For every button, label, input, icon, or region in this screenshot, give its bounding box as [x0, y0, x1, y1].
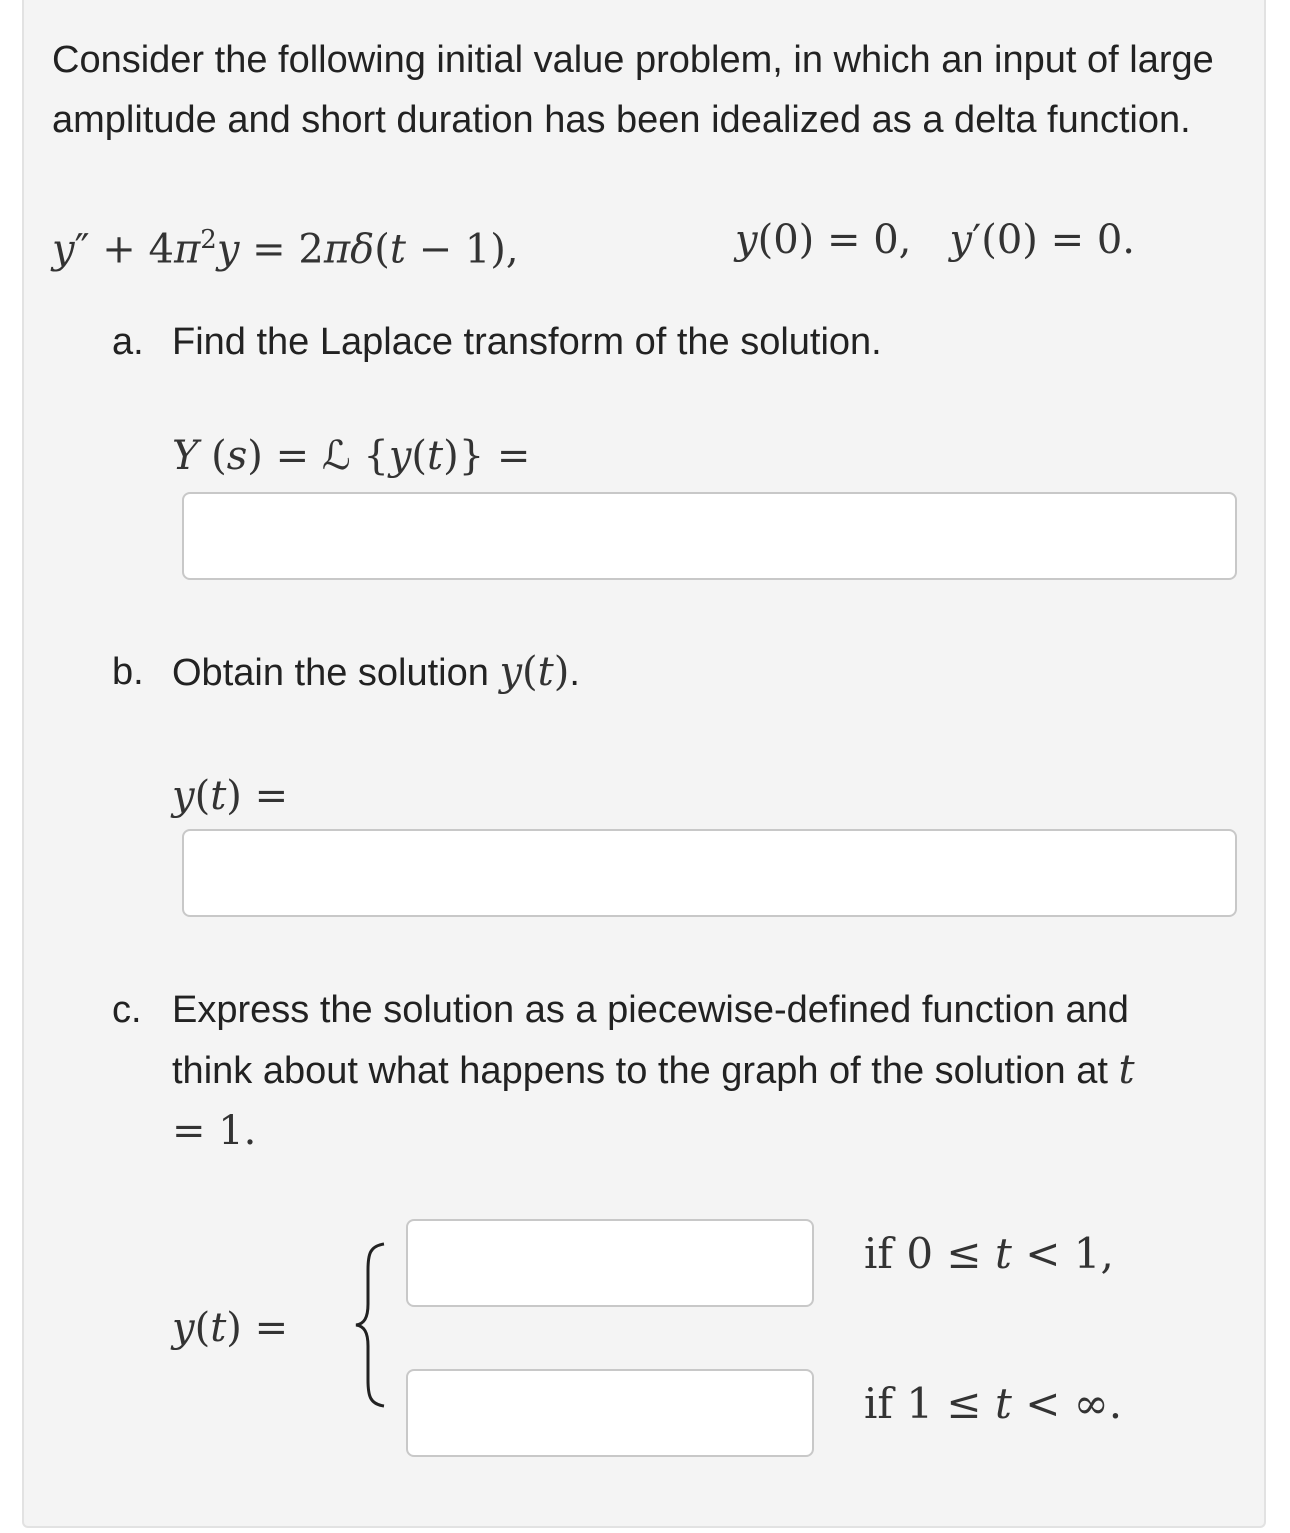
part-c-text: Express the solution as a piecewise-defined function and think about what happens to the graph of the solution at t = 1.: [172, 989, 1135, 1154]
left-brace-icon: [352, 1240, 392, 1410]
solution-answer-label: y(t) =: [172, 773, 289, 819]
condition-first: if 0 ≤ t < 1,: [864, 1229, 1114, 1278]
piecewise-input-second[interactable]: [406, 1369, 814, 1457]
question-intro: Consider the following initial value problem, in which an input of large amplitude and short duration has been idealized as a delta function.: [52, 39, 1214, 141]
piecewise-input-first[interactable]: [406, 1219, 814, 1307]
part-a-text: Find the Laplace transform of the solution.: [172, 321, 882, 363]
piecewise-answer-label: y(t) =: [172, 1305, 289, 1351]
part-b-label: b.: [112, 651, 144, 693]
laplace-transform-input[interactable]: [182, 492, 1237, 580]
solution-input[interactable]: [182, 829, 1237, 917]
part-a-label: a.: [112, 321, 144, 363]
differential-equation: $y'' + 4\pi^2y = 2\pi\delta(t - 1)$,: [52, 225, 519, 273]
part-c-label: c.: [112, 989, 142, 1031]
initial-conditions: y(0) = 0, y′(0) = 0.: [735, 217, 1136, 263]
part-b-text: Obtain the solution y(t).: [172, 649, 580, 695]
condition-second: if 1 ≤ t < ∞.: [864, 1379, 1123, 1428]
laplace-answer-label: Y (s) = ℒ {y(t)} =: [172, 433, 531, 479]
